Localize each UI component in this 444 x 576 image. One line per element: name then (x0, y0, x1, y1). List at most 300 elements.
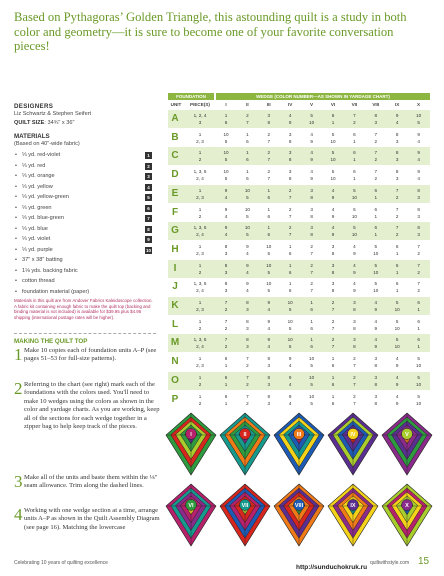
color-value: 8 (353, 325, 356, 331)
wedge-kite (166, 413, 216, 475)
color-cell (409, 243, 429, 257)
color-cell (259, 355, 279, 369)
color-cell (237, 393, 257, 407)
materials-item (14, 287, 156, 298)
color-cell (366, 131, 386, 145)
wedge-kite (220, 484, 270, 546)
color-cell (344, 318, 364, 332)
pieces-cell (186, 243, 214, 257)
color-value: 5 (395, 337, 399, 343)
color-value: 3 (331, 281, 335, 287)
color-value: 1 (331, 393, 335, 399)
pieces-cell (186, 112, 214, 126)
color-cell (259, 168, 279, 182)
color-value: 7 (417, 262, 420, 268)
color-value: 2 (417, 250, 420, 256)
unit-letter: L (171, 318, 179, 330)
color-cell (323, 318, 343, 332)
color-value: 5 (331, 169, 335, 175)
color-value: 7 (267, 176, 271, 182)
color-value: 1 (331, 120, 335, 125)
color-value: 10 (416, 400, 422, 406)
color-value: 5 (331, 150, 335, 156)
materials-item-text: ⅓ yd. purple (22, 246, 53, 253)
color-value: 6 (224, 120, 228, 125)
pieces-line: 1 (198, 150, 202, 156)
making-heading: MAKING THE QUILT TOP (14, 338, 88, 345)
color-value: 8 (395, 150, 399, 156)
pieces-line: 1 (198, 243, 202, 249)
wedge-label: V (405, 431, 409, 438)
color-value: 1 (353, 157, 356, 163)
color-value: 4 (310, 169, 313, 175)
wedge-header: VI (330, 102, 336, 107)
unit-letter: F (171, 206, 179, 218)
color-value: 6 (353, 131, 356, 137)
color-cell (216, 112, 236, 126)
unit-letter: G (171, 225, 179, 237)
color-cell (366, 224, 386, 238)
color-value: 8 (374, 363, 378, 369)
color-cell (387, 206, 407, 220)
pieces-cell (186, 280, 214, 294)
color-value: 8 (310, 232, 313, 238)
color-value: 6 (310, 344, 313, 350)
wedge-header: IV (288, 102, 293, 107)
color-value: 3 (288, 169, 292, 175)
pieces-cell (186, 262, 214, 276)
color-value: 1 (417, 307, 420, 312)
color-value: 10 (330, 138, 336, 144)
color-cell (237, 280, 257, 294)
color-cell (387, 224, 407, 238)
color-value: 5 (395, 300, 399, 305)
color-value: 6 (267, 213, 271, 219)
color-cell (259, 131, 279, 145)
color-value: 1 (246, 150, 249, 156)
color-value: 5 (288, 325, 292, 331)
color-cell (387, 280, 407, 294)
color-cell (366, 168, 386, 182)
color-value: 3 (417, 194, 420, 200)
color-cell (344, 243, 364, 257)
unit-letter: H (171, 243, 179, 255)
color-value: 9 (395, 381, 399, 387)
color-value: 6 (288, 250, 292, 256)
color-cell (344, 393, 364, 407)
color-value: 8 (224, 243, 228, 249)
color-value: 7 (288, 232, 292, 238)
color-cell (323, 187, 343, 201)
color-value: 6 (246, 138, 249, 144)
color-cell (387, 299, 407, 313)
materials-item-text: ⅓ yd. red-violet (22, 152, 61, 158)
color-cell (366, 149, 386, 163)
color-cell (366, 393, 386, 407)
materials-item-text: cotton thread (22, 278, 55, 284)
color-value: 5 (310, 113, 313, 118)
color-value: 4 (288, 381, 292, 387)
color-cell (280, 355, 300, 369)
color-value: 9 (267, 318, 271, 324)
color-cell (259, 187, 279, 201)
color-value: 1 (224, 400, 228, 406)
color-value: 7 (246, 393, 249, 399)
color-value: 9 (267, 337, 271, 343)
color-cell (323, 206, 343, 220)
pieces-line: 1 (198, 131, 202, 137)
color-key-badge: 5 (145, 194, 152, 201)
color-value: 9 (224, 206, 228, 212)
color-value: 7 (288, 213, 292, 219)
step-text: Working with one wedge section at a time, arrange units A–P as shown in the Quilt Assembly Diagram (see page 16). Matching the lowercase (24, 507, 160, 531)
color-value: 5 (374, 243, 378, 249)
table-row (168, 260, 430, 278)
color-value: 6 (267, 232, 271, 238)
pieces-line: 1, 3, 5 (193, 281, 207, 287)
color-cell (302, 393, 322, 407)
col-unit: UNIT (170, 102, 182, 107)
color-cell (344, 168, 364, 182)
table-row (168, 297, 430, 315)
color-value: 1 (353, 138, 356, 144)
color-value: 6 (246, 157, 249, 163)
color-value: 5 (417, 356, 420, 362)
pieces-line: 2, 3 (196, 138, 204, 144)
color-cell (302, 131, 322, 145)
color-cell (216, 131, 236, 145)
color-value: 8 (353, 307, 356, 312)
color-value: 2 (331, 337, 335, 343)
color-cell (237, 112, 257, 126)
color-cell (280, 280, 300, 294)
materials-item (14, 266, 156, 277)
color-value: 8 (288, 157, 292, 163)
color-cell (409, 131, 429, 145)
color-value: 2 (267, 150, 271, 156)
color-value: 8 (417, 187, 420, 193)
color-cell (409, 206, 429, 220)
wedge-header: X (417, 102, 421, 107)
color-value: 5 (224, 157, 228, 163)
color-value: 1 (417, 344, 420, 350)
color-cell (323, 336, 343, 350)
materials-heading: MATERIALS (14, 133, 50, 140)
color-value: 9 (246, 262, 249, 268)
color-cell (259, 280, 279, 294)
header-foundation: FOUNDATION (168, 93, 214, 100)
color-value: 7 (395, 206, 399, 212)
wedge-header: I (225, 102, 227, 107)
color-value: 2 (395, 194, 399, 200)
table-row (168, 241, 430, 259)
color-value: 3 (395, 176, 399, 182)
color-cell (387, 243, 407, 257)
color-value: 9 (267, 300, 271, 305)
color-value: 3 (374, 374, 378, 380)
wedge-label: I (190, 431, 192, 438)
color-value: 4 (395, 120, 399, 125)
color-value: 3 (267, 363, 271, 369)
color-value: 9 (246, 281, 249, 287)
color-cell (259, 374, 279, 388)
wedge-header: II (246, 102, 249, 107)
wedge-kite (382, 484, 432, 546)
step-number: 2 (14, 379, 23, 398)
color-value: 4 (395, 393, 399, 399)
color-cell (323, 280, 343, 294)
color-value: 8 (353, 344, 356, 350)
color-value: 3 (267, 381, 271, 387)
color-cell (259, 318, 279, 332)
color-value: 9 (331, 232, 335, 238)
unit-letter: D (171, 169, 179, 181)
color-cell (387, 168, 407, 182)
color-value: 2 (288, 206, 292, 212)
color-cell (259, 393, 279, 407)
pieces-cell (186, 393, 214, 407)
color-value: 8 (374, 400, 378, 406)
color-value: 9 (310, 138, 313, 144)
color-value: 3 (395, 138, 399, 144)
pieces-line: 2, 4 (196, 176, 204, 182)
color-value: 9 (288, 356, 292, 362)
color-cell (259, 206, 279, 220)
pieces-line: 1 (198, 356, 202, 362)
color-value: 10 (373, 250, 379, 256)
color-value: 10 (223, 169, 229, 175)
color-value: 4 (288, 363, 292, 369)
color-cell (409, 336, 429, 350)
table-row (168, 147, 430, 165)
color-value: 3 (224, 250, 228, 256)
color-value: 4 (417, 138, 420, 144)
color-cell (366, 206, 386, 220)
color-value: 4 (374, 318, 378, 324)
color-value: 9 (310, 176, 313, 182)
color-value: 6 (395, 262, 399, 268)
pieces-cell (186, 224, 214, 238)
color-value: 9 (374, 307, 378, 312)
step-text: Make all of the units and baste them within the ⅛" seam allowance. Trim along the dashed lines. (24, 474, 158, 490)
pieces-line: 2, 4 (196, 232, 204, 238)
color-value: 9 (288, 120, 292, 125)
color-cell (302, 224, 322, 238)
color-value: 8 (417, 206, 420, 212)
wedge-kite (220, 413, 270, 475)
pieces-line: 1, 3, 5 (193, 225, 207, 231)
pieces-line: 1, 3, 5 (193, 337, 207, 343)
color-value: 7 (353, 113, 356, 118)
color-value: 9 (353, 269, 356, 275)
color-value: 2 (353, 374, 356, 380)
color-value: 2 (246, 363, 249, 369)
materials-item (14, 234, 156, 245)
color-value: 7 (246, 374, 249, 380)
color-value: 10 (394, 325, 400, 331)
color-value: 6 (331, 400, 335, 406)
color-value: 10 (373, 288, 379, 294)
color-value: 3 (267, 113, 271, 118)
color-cell (409, 355, 429, 369)
color-value: 6 (224, 356, 228, 362)
color-value: 4 (353, 243, 356, 249)
color-value: 2 (417, 269, 420, 275)
color-value: 3 (374, 356, 378, 362)
color-cell (280, 149, 300, 163)
materials-item (14, 171, 156, 182)
color-value: 10 (351, 232, 357, 238)
color-value: 10 (330, 176, 336, 182)
color-value: 9 (353, 250, 356, 256)
color-value: 3 (288, 150, 292, 156)
color-value: 9 (417, 150, 420, 156)
wedge-kite (382, 413, 432, 475)
color-value: 5 (224, 138, 228, 144)
color-value: 7 (374, 169, 378, 175)
color-cell (237, 336, 257, 350)
unit-letter: B (171, 131, 179, 143)
color-value: 7 (267, 138, 271, 144)
pieces-line: 2 (198, 400, 202, 406)
color-value: 2 (331, 300, 335, 305)
color-cell (366, 243, 386, 257)
color-value: 9 (331, 213, 335, 219)
color-value: 4 (224, 232, 228, 238)
pieces-cell (186, 318, 214, 332)
color-value: 10 (244, 225, 250, 231)
color-value: 2 (331, 318, 335, 324)
materials-item (14, 213, 156, 224)
unit-letter: K (171, 300, 179, 311)
materials-item-text: ⅓ yd. orange (22, 173, 55, 179)
color-cell (280, 374, 300, 388)
table-row (168, 278, 430, 296)
materials-item-text: ⅓ yd. yellow (22, 183, 53, 190)
color-cell (216, 187, 236, 201)
color-value: 5 (310, 381, 313, 387)
color-value: 6 (288, 288, 292, 294)
color-value: 9 (288, 393, 292, 399)
wedge-kite (274, 484, 324, 546)
color-value: 4 (246, 288, 249, 294)
color-cell (216, 374, 236, 388)
color-chart-table (168, 93, 430, 409)
color-value: 2 (267, 169, 271, 175)
color-value: 5 (417, 374, 420, 380)
color-value: 5 (374, 262, 378, 268)
unit-letter: I (173, 262, 177, 274)
pieces-line: 1, 2, 4 (193, 113, 207, 118)
pieces-line: 1 (198, 300, 202, 305)
color-value: 8 (310, 194, 313, 200)
color-value: 7 (310, 250, 313, 256)
designers-names: Liz Schwartz & Stephen Seifert (14, 111, 92, 117)
color-value: 4 (417, 176, 420, 182)
color-value: 4 (395, 356, 399, 362)
color-value: 3 (310, 206, 313, 212)
color-cell (344, 262, 364, 276)
color-value: 10 (351, 213, 357, 219)
color-value: 7 (395, 187, 399, 193)
color-value: 2 (353, 393, 356, 399)
materials-subheading: (Based on 40"-wide fabric) (14, 141, 80, 147)
color-value: 3 (310, 225, 313, 231)
color-cell (280, 168, 300, 182)
color-cell (302, 355, 322, 369)
color-value: 4 (246, 269, 249, 275)
color-value: 5 (331, 131, 335, 137)
materials-item-text: ⅓ yd. green (22, 204, 52, 211)
color-cell (409, 393, 429, 407)
color-value: 6 (288, 269, 292, 275)
color-value: 3 (224, 288, 228, 294)
color-value: 6 (310, 307, 313, 312)
color-value: 8 (267, 356, 271, 362)
color-value: 8 (310, 213, 313, 219)
color-value: 10 (287, 337, 293, 343)
color-cell (323, 168, 343, 182)
materials-item (14, 182, 156, 193)
color-cell (302, 243, 322, 257)
color-value: 10 (244, 206, 250, 212)
color-value: 1 (395, 288, 399, 294)
color-value: 1 (246, 169, 249, 175)
color-value: 2 (224, 325, 228, 331)
color-value: 2 (288, 225, 292, 231)
color-value: 3 (267, 400, 271, 406)
color-value: 7 (224, 337, 228, 343)
materials-item (14, 276, 156, 287)
color-value: 3 (224, 269, 228, 275)
color-value: 10 (309, 374, 315, 380)
color-cell (323, 131, 343, 145)
color-value: 1 (374, 213, 378, 219)
color-cell (344, 187, 364, 201)
color-cell (259, 243, 279, 257)
pieces-line: 1 (198, 206, 202, 212)
materials-item-text: ⅓ yd. violet (22, 236, 51, 242)
color-value: 2 (374, 138, 378, 144)
color-value: 1 (288, 281, 292, 287)
color-cell (237, 187, 257, 201)
color-value: 2 (224, 307, 228, 312)
color-cell (216, 206, 236, 220)
color-value: 8 (267, 374, 271, 380)
materials-item (14, 224, 156, 235)
color-cell (280, 112, 300, 126)
color-value: 5 (224, 176, 228, 182)
color-value: 6 (224, 393, 228, 399)
color-value: 2 (310, 281, 313, 287)
color-cell (366, 318, 386, 332)
color-value: 7 (246, 120, 249, 125)
color-cell (366, 299, 386, 313)
color-value: 1 (395, 269, 399, 275)
step-number: 3 (14, 472, 23, 491)
wedge-header: VIII (372, 102, 380, 107)
color-value: 3 (395, 157, 399, 163)
color-cell (216, 299, 236, 313)
wedge-header: VII (351, 102, 358, 107)
wedge-kite (328, 413, 378, 475)
color-key-badge: 10 (145, 247, 151, 253)
color-value: 7 (331, 307, 335, 312)
color-cell (323, 224, 343, 238)
color-value: 7 (224, 300, 228, 305)
color-value: 1 (224, 113, 228, 118)
materials-item-text: ⅓ yd. red (22, 162, 46, 169)
